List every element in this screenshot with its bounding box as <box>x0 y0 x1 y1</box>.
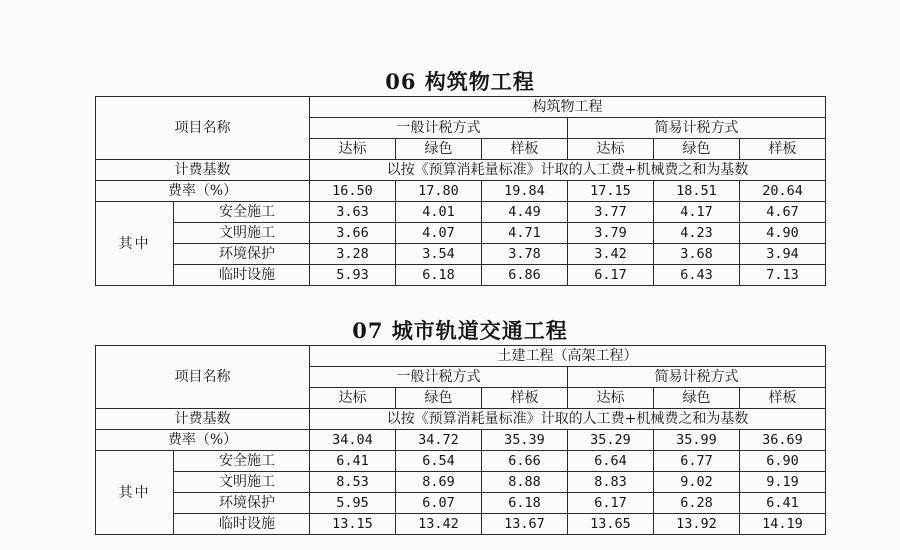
header-item-name: 项目名称 <box>96 346 310 409</box>
rate-value: 36.69 <box>740 430 826 451</box>
item-value: 6.28 <box>654 493 740 514</box>
rate-value: 16.50 <box>310 181 396 202</box>
among-label: 其中 <box>96 202 174 286</box>
rate-value: 35.39 <box>482 430 568 451</box>
item-value: 9.02 <box>654 472 740 493</box>
col-header: 样板 <box>482 139 568 160</box>
col-header: 达标 <box>568 388 654 409</box>
item-value: 13.42 <box>396 514 482 535</box>
rate-value: 35.29 <box>568 430 654 451</box>
col-header: 达标 <box>310 388 396 409</box>
item-value: 14.19 <box>740 514 826 535</box>
header-group: 土建工程（高架工程） <box>310 346 826 367</box>
item-value: 5.93 <box>310 265 396 286</box>
col-header: 达标 <box>568 139 654 160</box>
item-value: 6.66 <box>482 451 568 472</box>
base-value: 以按《预算消耗量标准》计取的人工费+机械费之和为基数 <box>310 160 826 181</box>
item-value: 6.18 <box>482 493 568 514</box>
item-value: 4.17 <box>654 202 740 223</box>
item-value: 3.66 <box>310 223 396 244</box>
item-value: 8.53 <box>310 472 396 493</box>
rate-label: 费率（%） <box>96 181 310 202</box>
item-value: 6.41 <box>740 493 826 514</box>
item-value: 3.42 <box>568 244 654 265</box>
rate-value: 18.51 <box>654 181 740 202</box>
col-header: 样板 <box>740 139 826 160</box>
item-value: 13.67 <box>482 514 568 535</box>
fee-table-urban-rail <box>95 345 826 535</box>
item-value: 3.94 <box>740 244 826 265</box>
header-item-name: 项目名称 <box>96 97 310 160</box>
item-value: 6.43 <box>654 265 740 286</box>
item-value: 4.90 <box>740 223 826 244</box>
rate-value: 34.72 <box>396 430 482 451</box>
item-label: 临时设施 <box>174 265 310 286</box>
rate-value: 34.04 <box>310 430 396 451</box>
item-value: 4.23 <box>654 223 740 244</box>
rate-value: 20.64 <box>740 181 826 202</box>
header-simple-method: 简易计税方式 <box>568 367 826 388</box>
item-value: 6.86 <box>482 265 568 286</box>
item-value: 4.49 <box>482 202 568 223</box>
item-value: 8.88 <box>482 472 568 493</box>
item-value: 9.19 <box>740 472 826 493</box>
col-header: 绿色 <box>654 388 740 409</box>
item-value: 6.18 <box>396 265 482 286</box>
base-label: 计费基数 <box>96 409 310 430</box>
base-value: 以按《预算消耗量标准》计取的人工费+机械费之和为基数 <box>310 409 826 430</box>
item-label: 环境保护 <box>174 493 310 514</box>
item-value: 8.83 <box>568 472 654 493</box>
col-header: 样板 <box>482 388 568 409</box>
rate-label: 费率（%） <box>96 430 310 451</box>
col-header: 绿色 <box>396 139 482 160</box>
section-title-structures: 06 构筑物工程 <box>385 69 535 94</box>
item-value: 6.17 <box>568 493 654 514</box>
item-value: 6.77 <box>654 451 740 472</box>
item-value: 3.78 <box>482 244 568 265</box>
col-header: 样板 <box>740 388 826 409</box>
section-title-urban-rail: 07 城市轨道交通工程 <box>352 318 568 343</box>
item-value: 6.54 <box>396 451 482 472</box>
item-label: 安全施工 <box>174 202 310 223</box>
item-value: 6.90 <box>740 451 826 472</box>
item-label: 临时设施 <box>174 514 310 535</box>
item-value: 5.95 <box>310 493 396 514</box>
item-value: 3.68 <box>654 244 740 265</box>
header-simple-method: 简易计税方式 <box>568 118 826 139</box>
header-general-method: 一般计税方式 <box>310 367 568 388</box>
item-value: 13.15 <box>310 514 396 535</box>
header-group: 构筑物工程 <box>310 97 826 118</box>
item-value: 4.01 <box>396 202 482 223</box>
base-label: 计费基数 <box>96 160 310 181</box>
item-label: 文明施工 <box>174 472 310 493</box>
item-value: 6.07 <box>396 493 482 514</box>
rate-value: 17.15 <box>568 181 654 202</box>
item-value: 3.79 <box>568 223 654 244</box>
among-label: 其中 <box>96 451 174 535</box>
rate-value: 17.80 <box>396 181 482 202</box>
item-label: 安全施工 <box>174 451 310 472</box>
item-value: 4.71 <box>482 223 568 244</box>
item-value: 6.17 <box>568 265 654 286</box>
item-value: 6.64 <box>568 451 654 472</box>
item-value: 4.67 <box>740 202 826 223</box>
item-value: 3.28 <box>310 244 396 265</box>
item-value: 3.63 <box>310 202 396 223</box>
header-general-method: 一般计税方式 <box>310 118 568 139</box>
item-value: 4.07 <box>396 223 482 244</box>
col-header: 绿色 <box>396 388 482 409</box>
item-value: 8.69 <box>396 472 482 493</box>
fee-table-structures <box>95 96 826 286</box>
rate-value: 19.84 <box>482 181 568 202</box>
item-value: 6.41 <box>310 451 396 472</box>
col-header: 绿色 <box>654 139 740 160</box>
col-header: 达标 <box>310 139 396 160</box>
item-value: 13.92 <box>654 514 740 535</box>
rate-value: 35.99 <box>654 430 740 451</box>
item-value: 13.65 <box>568 514 654 535</box>
item-label: 环境保护 <box>174 244 310 265</box>
item-value: 7.13 <box>740 265 826 286</box>
item-value: 3.77 <box>568 202 654 223</box>
item-value: 3.54 <box>396 244 482 265</box>
item-label: 文明施工 <box>174 223 310 244</box>
